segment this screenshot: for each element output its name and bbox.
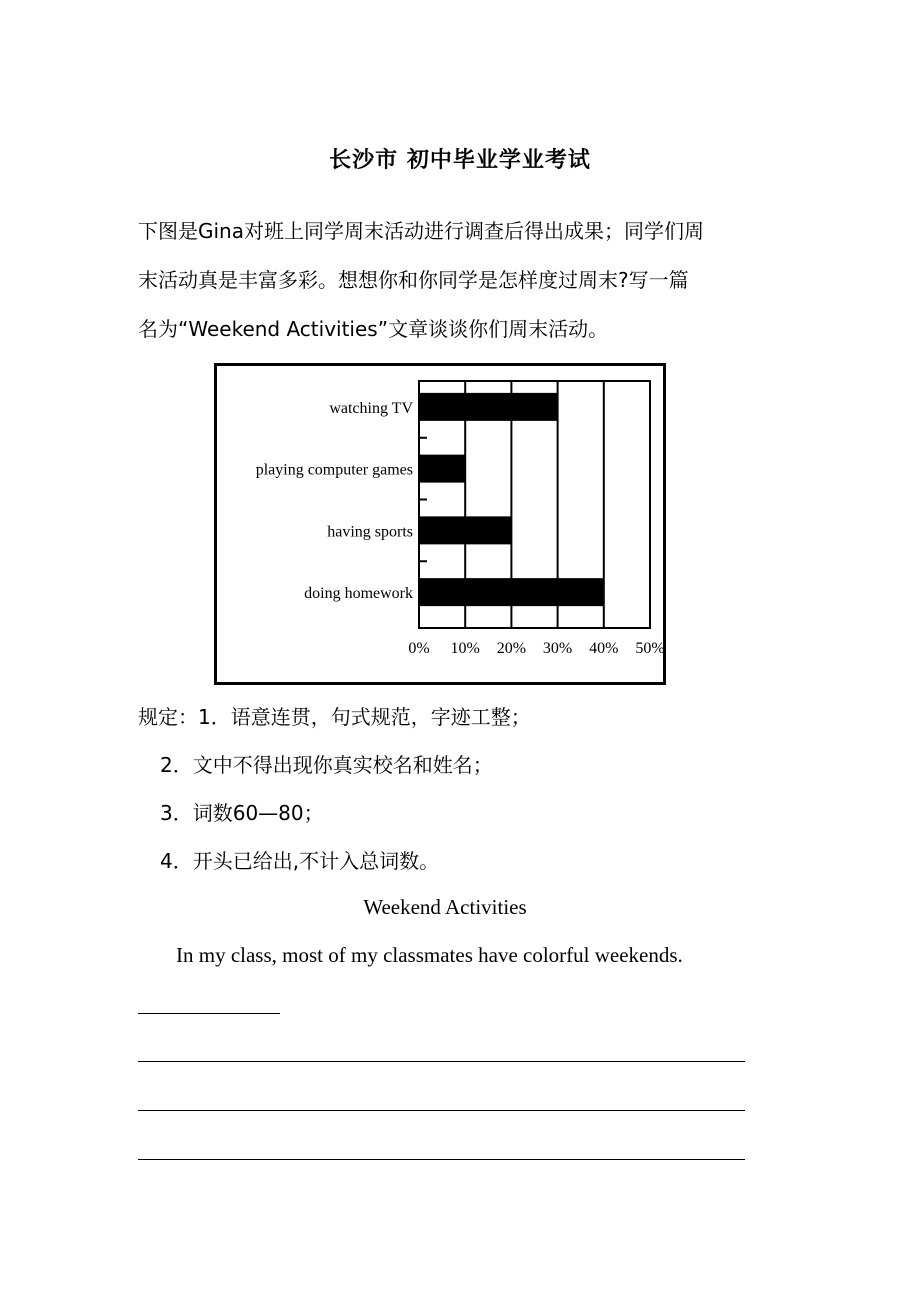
bar-playing-computer-games xyxy=(419,455,465,483)
intro-line-2: 末活动真是丰富多彩。想想你和你同学是怎样度过周末?写一篇 xyxy=(138,268,689,292)
x-tick-label: 50% xyxy=(635,640,665,657)
essay-opening: In my class, most of my classmates have colorful weekends. xyxy=(176,943,683,967)
x-tick-label: 40% xyxy=(589,640,619,657)
page-title: 长沙市 初中毕业学业考试 xyxy=(329,148,591,173)
category-label: watching TV xyxy=(329,399,413,417)
essay-title: Weekend Activities xyxy=(363,895,527,919)
intro-line-3: 名为“Weekend Activities”文章谈谈你们周末活动。 xyxy=(138,317,609,341)
bar-doing-homework xyxy=(419,578,604,606)
activity-bar-chart xyxy=(214,363,666,685)
answer-line-short[interactable] xyxy=(138,1013,280,1014)
intro-line-1: 下图是Gina对班上同学周末活动进行调查后得出成果；同学们周 xyxy=(138,219,704,243)
requirement-4: 4．开头已给出,不计入总词数。 xyxy=(160,849,440,873)
answer-line[interactable] xyxy=(138,1110,745,1111)
x-tick-label: 10% xyxy=(450,640,480,657)
x-tick-label: 20% xyxy=(496,640,527,657)
requirement-2: 2．文中不得出现你真实校名和姓名； xyxy=(160,753,493,777)
x-tick-label: 30% xyxy=(542,640,573,657)
category-label: doing homework xyxy=(304,585,413,603)
bar-watching-TV xyxy=(419,393,558,421)
requirement-3: 3．词数60—80； xyxy=(160,801,324,825)
answer-line[interactable] xyxy=(138,1159,745,1160)
category-label: playing computer games xyxy=(255,461,413,479)
requirement-1: 规定：1．语意连贯，句式规范，字迹工整； xyxy=(138,705,531,729)
x-tick-label: 0% xyxy=(408,640,430,657)
category-label: having sports xyxy=(327,523,413,541)
answer-line[interactable] xyxy=(138,1061,745,1062)
bar-having-sports xyxy=(419,516,511,544)
